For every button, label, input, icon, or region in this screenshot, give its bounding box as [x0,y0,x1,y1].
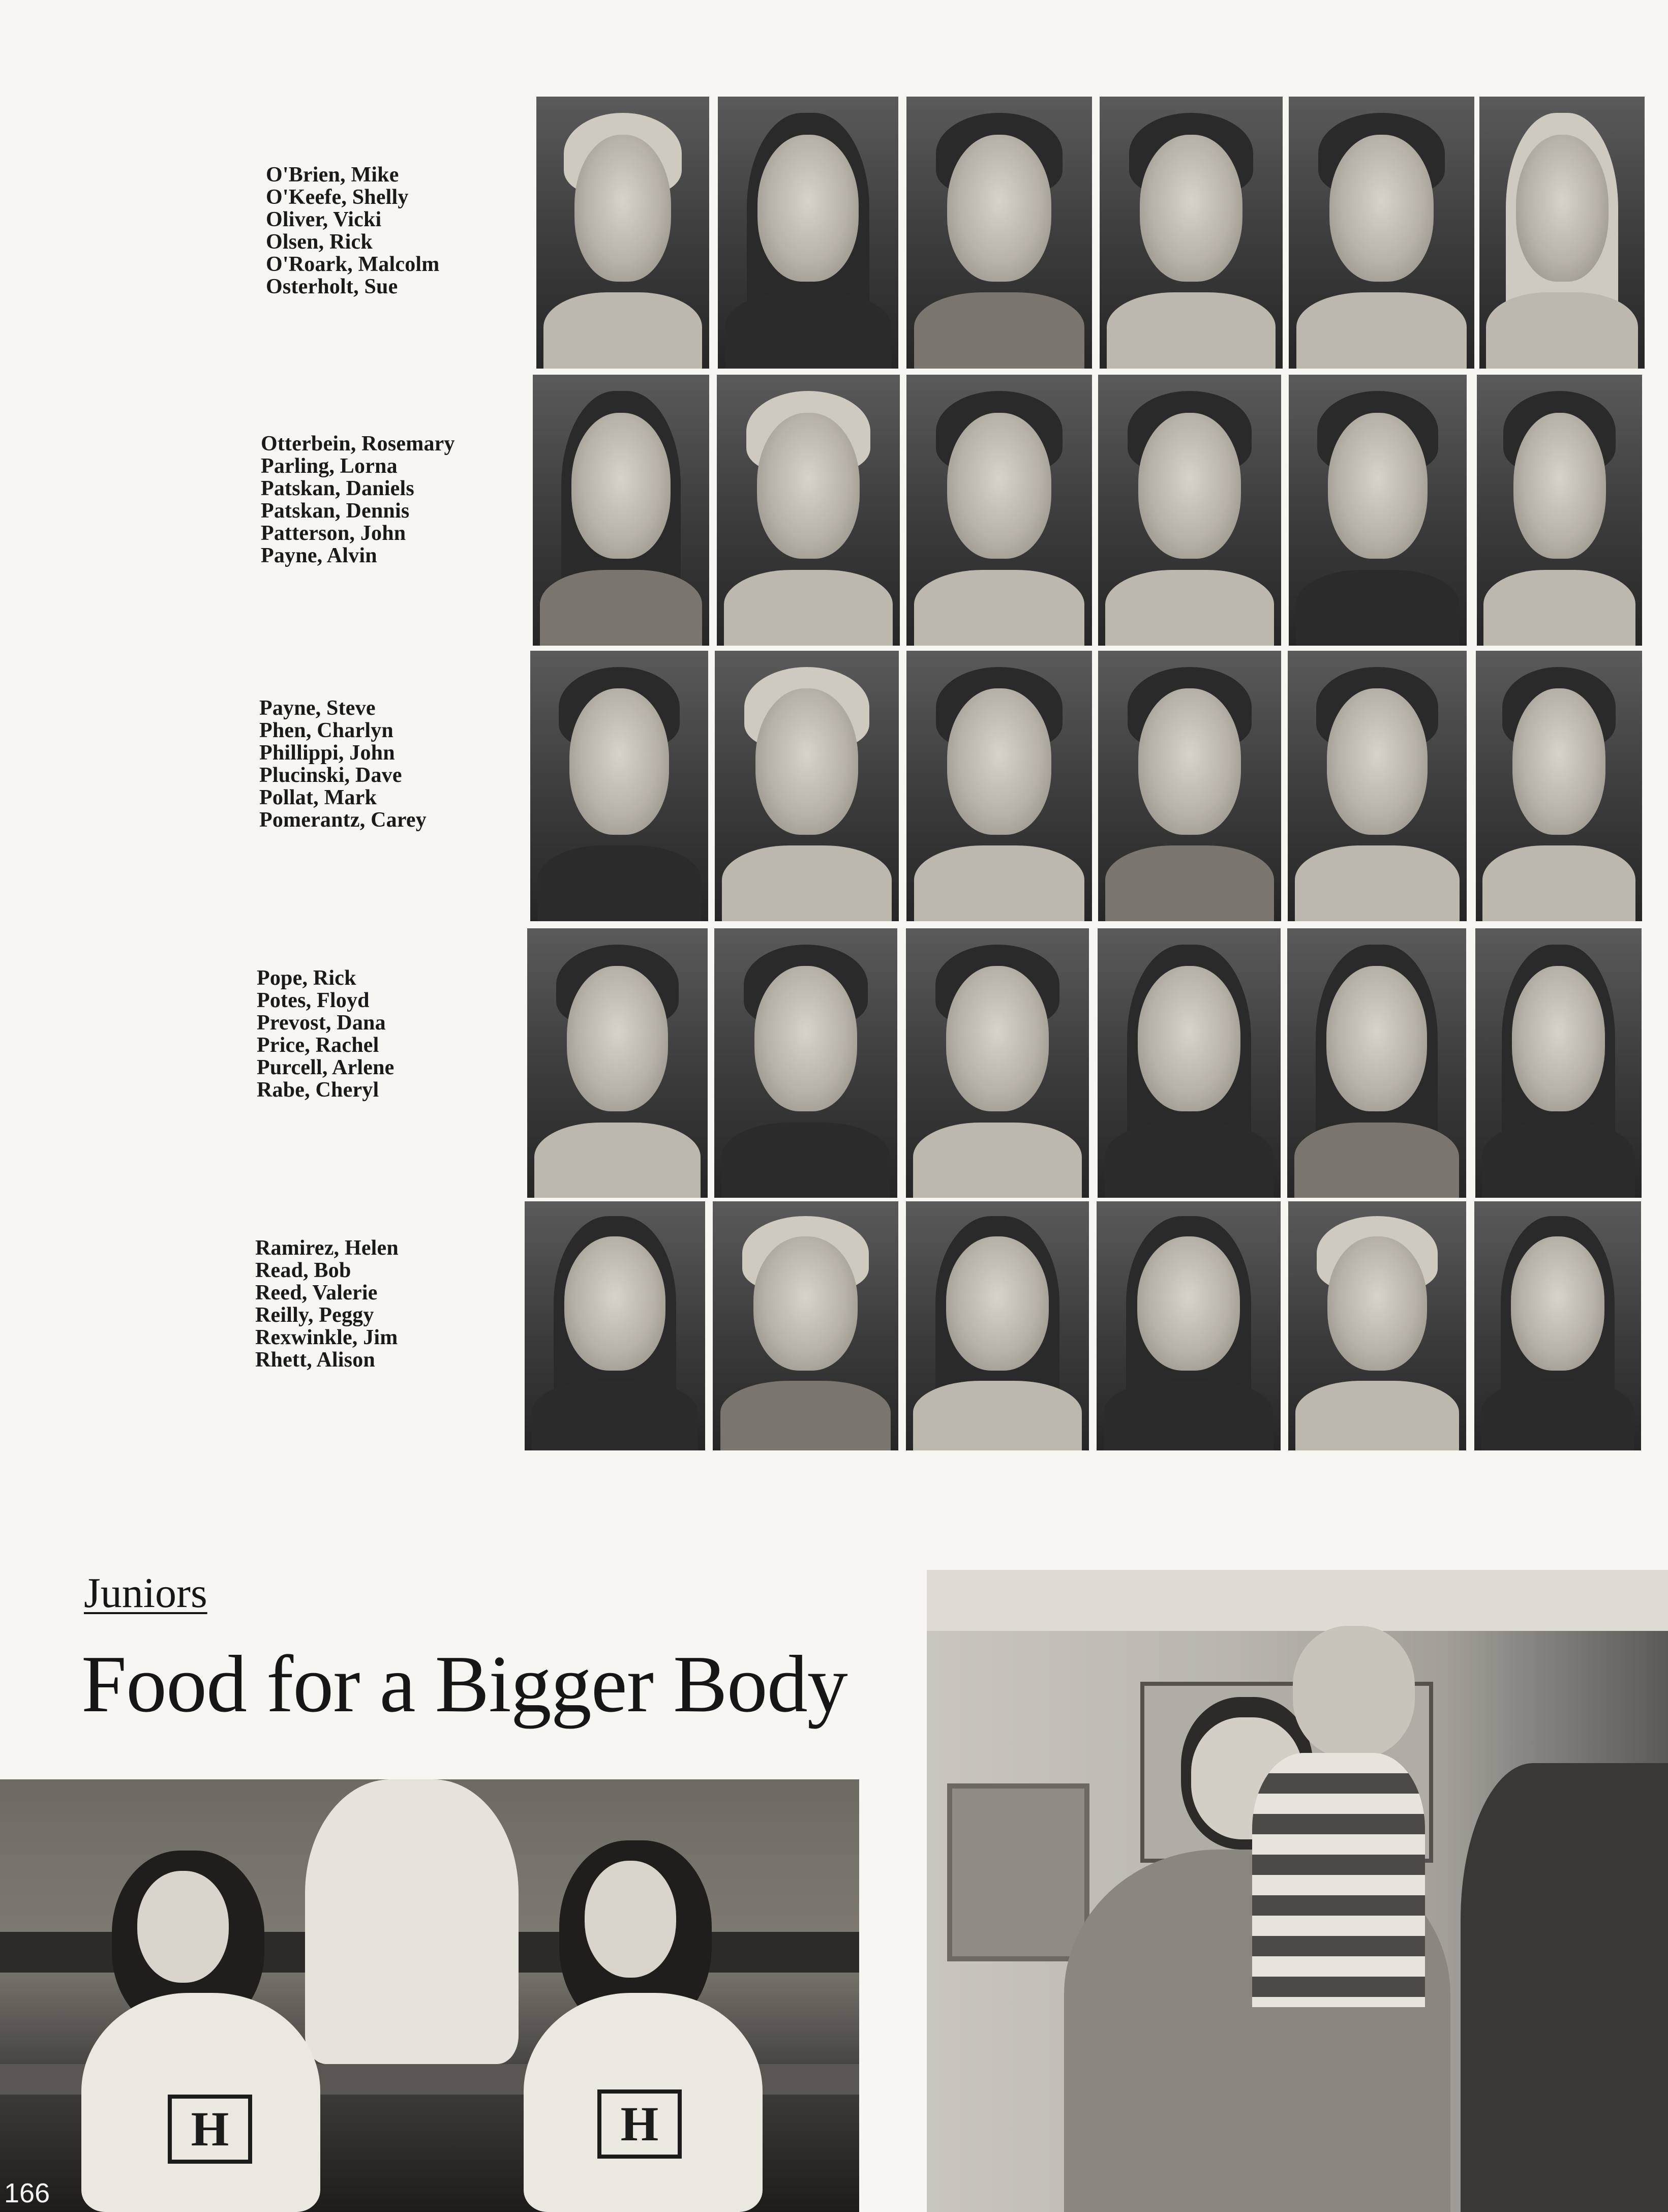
student-portrait [1288,651,1467,921]
portrait-row-2 [533,375,1651,646]
portrait-row-3 [530,651,1649,921]
section-label: Juniors [84,1569,207,1617]
students-lunch-photo [927,1570,1668,2212]
student-name: Pollat, Mark [259,786,377,809]
student-portrait [1100,97,1283,369]
student-name: Otterbein, Rosemary [261,432,455,456]
student-portrait [1477,375,1642,646]
student-portrait [714,928,897,1198]
student-portrait [530,651,708,921]
student-portrait [1475,928,1642,1198]
student-portrait [715,651,899,921]
student-portrait [713,1201,898,1450]
student-portrait [717,375,900,646]
student-portrait [906,97,1092,369]
student-portrait [1476,651,1642,921]
student-name: O'Keefe, Shelly [266,186,409,209]
student-portrait [1474,1201,1641,1450]
student-portrait [525,1201,705,1450]
headline: Food for a Bigger Body [81,1639,847,1729]
student-name: Parling, Lorna [261,454,398,478]
student-portrait [1479,97,1645,369]
student-name: Rexwinkle, Jim [255,1326,398,1349]
student-name: Ramirez, Helen [255,1236,399,1260]
student-name: Prevost, Dana [257,1011,386,1035]
student-name: Price, Rachel [257,1034,379,1057]
student-name: Rhett, Alison [255,1348,375,1372]
student-portrait [1289,375,1467,646]
student-portrait [1098,375,1281,646]
student-name: Payne, Alvin [261,544,377,567]
portrait-row-1 [536,97,1655,369]
portrait-row-5 [525,1201,1643,1450]
student-name: Patskan, Daniels [261,477,414,500]
student-name: Oliver, Vicki [266,208,382,231]
student-name: Pomerantz, Carey [259,808,427,832]
student-name: Payne, Steve [259,696,376,720]
student-name: Potes, Floyd [257,989,370,1012]
student-portrait [533,375,709,646]
student-portrait [527,928,708,1198]
student-name: O'Brien, Mike [266,163,399,187]
student-portrait [1097,1201,1281,1450]
student-portrait [906,375,1092,646]
student-portrait [1098,651,1281,921]
student-name: Read, Bob [255,1259,351,1282]
student-portrait [718,97,898,369]
student-name: Patskan, Dennis [261,499,410,523]
portrait-row-4 [527,928,1646,1198]
student-name: Pope, Rick [257,966,356,990]
student-portrait [1288,1201,1466,1450]
cheerleaders-photo: H H [0,1779,859,2212]
student-name: Olsen, Rick [266,230,373,254]
student-name: Phen, Charlyn [259,719,393,742]
student-name: Plucinski, Dave [259,764,402,787]
student-name: O'Roark, Malcolm [266,253,440,276]
student-name: Rabe, Cheryl [257,1078,379,1102]
student-name: Osterholt, Sue [266,275,398,298]
student-portrait [536,97,709,369]
student-portrait [1287,928,1466,1198]
student-name: Purcell, Arlene [257,1056,395,1079]
page-number: 166 [4,2178,50,2208]
student-name: Patterson, John [261,522,406,545]
student-name: Reed, Valerie [255,1281,378,1305]
student-portrait [1098,928,1281,1198]
student-portrait [1289,97,1474,369]
student-name: Reilly, Peggy [255,1304,374,1327]
student-portrait [906,1201,1089,1450]
student-portrait [906,928,1089,1198]
student-name: Phillippi, John [259,741,395,765]
student-portrait [906,651,1092,921]
